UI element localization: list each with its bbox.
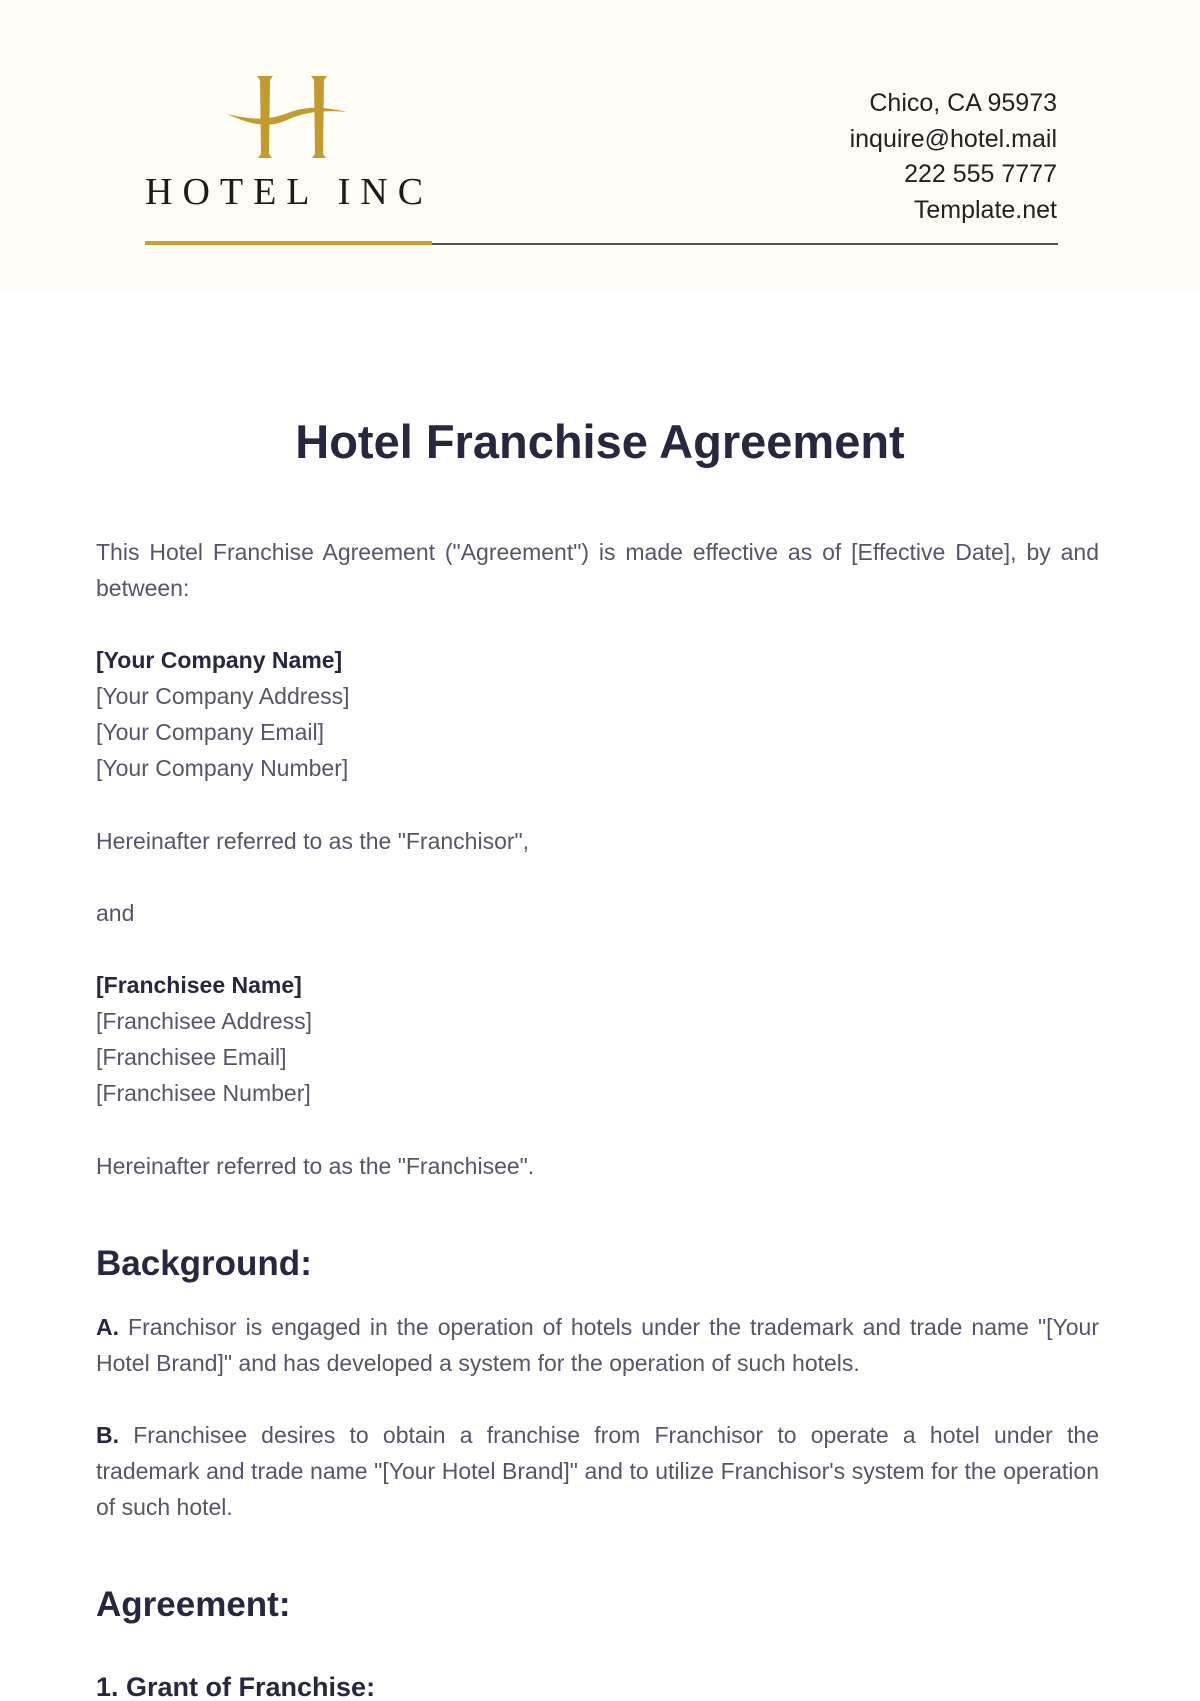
franchisee-address: [Franchisee Address] <box>96 1008 313 1034</box>
background-item-a <box>96 1309 1099 1381</box>
franchisor-name: [Your Company Name] <box>96 647 343 673</box>
intro-paragraph: This Hotel Franchise Agreement ("Agreement") is made effective as of [Effective Date], by and between: <box>96 539 1099 601</box>
item-label: B. <box>96 1422 119 1448</box>
conjunction-text: and <box>96 900 135 926</box>
h-monogram-icon <box>225 72 350 162</box>
letterhead <box>0 0 1200 290</box>
contact-block <box>850 86 1057 228</box>
background-heading: Background: <box>96 1244 312 1283</box>
franchisee-referred: Hereinafter referred to as the "Franchisee". <box>96 1153 535 1179</box>
item-text: Franchisor is engaged in the operation of hotels under the trademark and trade name "[Your Hotel Brand]" and has developed a system for the operation of such hotels. <box>96 1314 1099 1376</box>
contact-address: Chico, CA 95973 <box>869 89 1057 117</box>
franchisee-number: [Franchisee Number] <box>96 1080 311 1106</box>
document-title: Hotel Franchise Agreement <box>295 415 905 468</box>
franchisor-address: [Your Company Address] <box>96 683 350 709</box>
contact-email: inquire@hotel.mail <box>849 124 1057 153</box>
company-logo <box>145 70 435 220</box>
contact-website: Template.net <box>913 195 1057 224</box>
background-item-b <box>96 1417 1099 1525</box>
franchisor-number: [Your Company Number] <box>96 755 349 781</box>
accent-divider <box>145 241 432 245</box>
item-text: Franchisee desires to obtain a franchise from Franchisor to operate a hotel under the trademark and trade name "[Your Hotel Brand]" and to utilize Franchisor's system for the operation of such hotel. <box>96 1422 1099 1520</box>
franchisor-block <box>96 642 1099 786</box>
franchisee-name: [Franchisee Name] <box>96 972 302 998</box>
header-divider <box>432 243 1058 245</box>
franchisee-block <box>96 967 1099 1111</box>
item-label: A. <box>96 1314 119 1340</box>
franchisor-email: [Your Company Email] <box>96 719 324 745</box>
contact-phone: 222 555 7777 <box>904 160 1057 188</box>
company-name: HOTEL INC <box>145 171 434 213</box>
section-heading: 1. Grant of Franchise: <box>96 1672 376 1701</box>
franchisee-email: [Franchisee Email] <box>96 1044 287 1070</box>
agreement-heading: Agreement: <box>96 1585 291 1624</box>
franchisor-referred: Hereinafter referred to as the "Franchisor", <box>96 828 530 854</box>
